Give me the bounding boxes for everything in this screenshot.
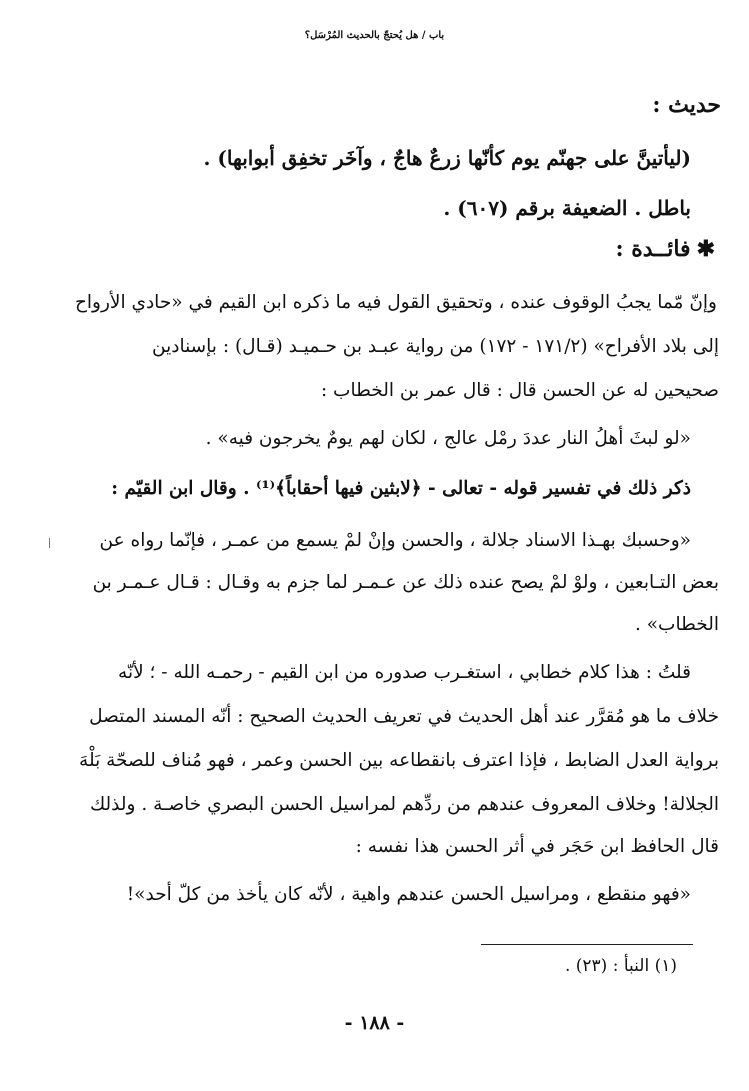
footnote: (١) النبأ : (٢٣) .: [564, 956, 677, 976]
quote-line: «فهو منقطع ، ومراسيل الحسن عندهم واهية ، لأنّه كان يأخذ من كلّ أحد»!: [126, 884, 691, 905]
quote-line: الخطاب» .: [634, 614, 719, 635]
footnote-divider: [481, 944, 693, 945]
benefit-heading-row: [615, 236, 715, 262]
paragraph-line: خلاف ما هو مُقرَّر عند أهل الحديث في تعريف الحديث الصحيح : أنّه المسند المتصل: [89, 706, 719, 727]
star-icon: ✱: [696, 236, 715, 262]
paragraph-line: برواية العدل الضابط ، فإذا اعترف بانقطاعه بين الحسن وعمر ، فهو مُناف للصحّة بَلْهَ: [79, 750, 719, 771]
margin-mark: [49, 538, 50, 548]
paragraph-line: وإنّ مّما يجبُ الوقوف عنده ، وتحقيق القول فيه ما ذكره ابن القيم في «حادي الأرواح: [74, 292, 717, 313]
paragraph-line: صحيحين له عن الحسن قال : قال عمر بن الخطاب :: [320, 380, 719, 401]
hadith-heading: حديث :: [652, 92, 721, 118]
quote-line: «لو لبثَ أهلُ النار عددَ رمْل عالج ، لكان لهم يومٌ يخرجون فيه» .: [205, 428, 691, 449]
paragraph-line: ذكر ذلك في تفسير قوله - تعالى - ﴿لابثين فيها أحقاباً﴾⁽¹⁾ . وقال ابن القيّم :: [111, 478, 691, 499]
paragraph-line: قال الحافظ ابن حَجَر في أثر الحسن هذا نفسه :: [355, 836, 719, 857]
quote-line: بعض التـابعين ، ولوْ لمْ يصح عنده ذلك عن عـمـر لما جزم به وقـال : قـال عـمـر بن: [92, 572, 719, 593]
chapter-title: باب / هل يُحتجّ بالحديث المُرْسَل؟: [304, 30, 445, 41]
paragraph-line: قلتُ : هذا كلام خطابي ، استغـرب صدوره من ابن القيم - رحمـه الله - ؛ لأنّه: [118, 662, 691, 683]
quote-line: «وحسبك بهـذا الاسناد جلالة ، والحسن وإنْ لمْ يسمع من عمـر ، فإنّما رواه عن: [99, 530, 691, 551]
benefit-heading: فائــدة :: [615, 236, 691, 262]
page-number: - ١٨٨ -: [344, 1012, 405, 1034]
hadith-text: (ليأتينَّ على جهنّم يوم كأنّها زرعٌ هاجٌ ، وآخَر تخفِق أبوابها) .: [203, 146, 691, 170]
hadith-verdict: باطل . الضعيفة برقم (٦٠٧) .: [443, 196, 691, 220]
paragraph-line: الجلالة! وخلاف المعروف عندهم من ردِّهم لمراسيل الحسن البصري خاصـة . ولذلك: [89, 794, 719, 815]
paragraph-line: إلى بلاد الأفراح» (١٧١/٢ - ١٧٢) من رواية عبـد بن حـميـد (قـال) : بإسنادين: [151, 336, 719, 357]
